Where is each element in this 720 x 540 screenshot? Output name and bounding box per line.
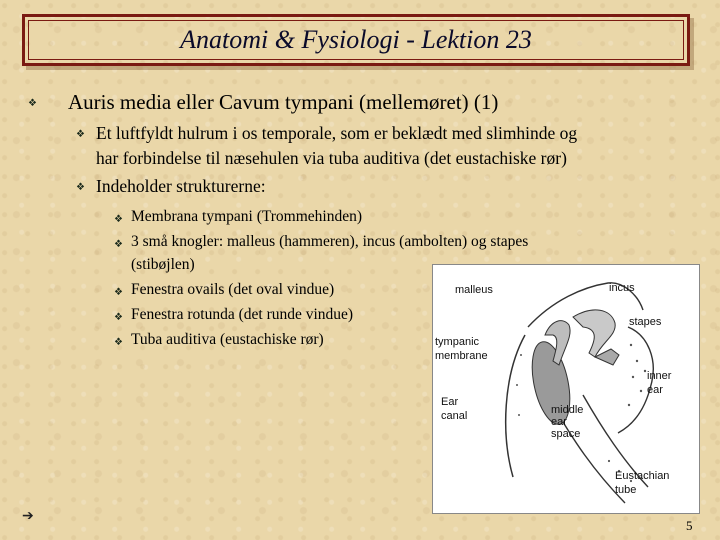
subpoint-text: (stibøjlen) [131, 256, 195, 273]
label-membrane: membrane [435, 350, 488, 362]
bullet-icon: ❖ [76, 182, 85, 193]
bullet-icon: ❖ [114, 312, 123, 323]
bullet-icon: ❖ [114, 239, 123, 250]
label-malleus: malleus [455, 284, 493, 296]
bullet-icon: ❖ [76, 129, 85, 140]
label-incus: incus [609, 282, 635, 294]
label-eustachian: Eustachian [615, 470, 670, 482]
next-arrow-icon[interactable]: ➔ [22, 509, 34, 524]
ear-outline-left [506, 335, 525, 477]
label-space: space [551, 428, 581, 440]
label-tube: tube [615, 484, 637, 496]
subpoint-text: Fenestra ovails (det oval vindue) [131, 281, 335, 298]
label-middle: middle [551, 404, 584, 416]
point-text: Indeholder strukturerne: [96, 176, 266, 196]
ear-illustration [433, 265, 701, 515]
subpoint-text: Fenestra rotunda (det runde vindue) [131, 306, 354, 323]
bullet-icon: ❖ [114, 287, 123, 298]
slide-title: Anatomi & Fysiologi - Lektion 23 [180, 25, 532, 54]
point-text: Et luftfyldt hulrum i os temporale, som er beklædt med slimhinde og [96, 123, 578, 143]
bullet-icon: ❖ [114, 214, 123, 225]
subpoint-text: Membrana tympani (Trommehinden) [131, 208, 363, 225]
bullet-icon: ❖ [114, 337, 123, 348]
bullet-icon: ❖ [28, 98, 37, 109]
label-canal: canal [441, 410, 468, 422]
title-box [22, 14, 690, 66]
heading-text: Auris media eller Cavum tympani (mellemøret) (1) [68, 90, 499, 114]
page-number: 5 [686, 518, 693, 533]
subpoint-text: 3 små knogler: malleus (hammeren), incus (ambolten) og stapes [131, 233, 529, 250]
label-tympanic: tympanic [435, 336, 480, 348]
label-inner: inner [647, 370, 672, 382]
label-middle-ear: ear [551, 416, 567, 428]
middle-ear-diagram [432, 264, 700, 514]
label-stapes: stapes [629, 316, 662, 328]
label-ear: Ear [441, 396, 459, 408]
label-inner-ear: ear [647, 384, 663, 396]
subpoint-text: Tuba auditiva (eustachiske rør) [131, 331, 324, 348]
point-text: har forbindelse til næsehulen via tuba auditiva (det eustachiske rør) [96, 148, 567, 168]
